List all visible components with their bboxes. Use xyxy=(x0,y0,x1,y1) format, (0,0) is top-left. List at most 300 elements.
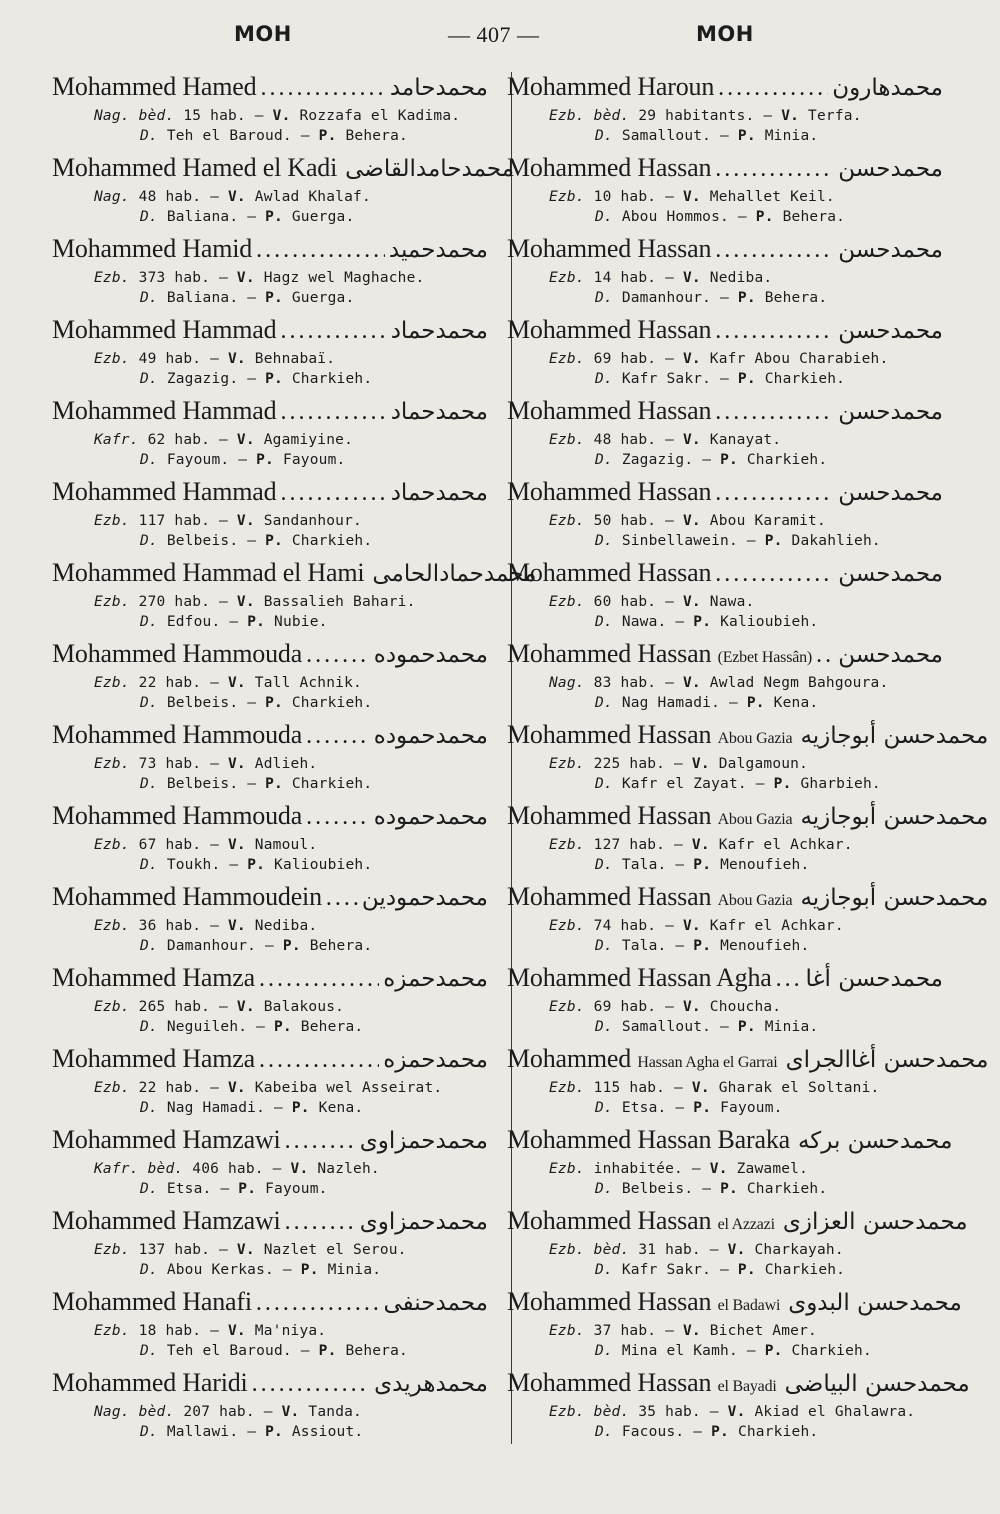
entry-admin-line: D. Teh el Baroud. — P. Behera. xyxy=(140,1343,408,1359)
population: 14 hab. xyxy=(593,270,657,286)
district-label: D. xyxy=(595,695,613,711)
district: Neguileh. xyxy=(166,1019,248,1035)
entry-name-qualifier: (Ezbet Hassân) xyxy=(717,649,813,666)
village-label: V. xyxy=(727,1242,746,1258)
gazetteer-entry xyxy=(507,963,943,1044)
entry-arabic-name: محمدحسن أبوجازيه xyxy=(800,885,989,911)
district-label: D. xyxy=(140,290,158,306)
entry-name-text: Mohammed Hassan xyxy=(507,1206,712,1235)
entry-name xyxy=(52,882,322,912)
province: Minia. xyxy=(764,1019,819,1035)
entry-name-text: Mohammed xyxy=(507,1044,632,1073)
page-number: — 407 — xyxy=(448,22,540,47)
bedouin-mark: bèd. xyxy=(147,1161,184,1177)
entry-arabic-name: محمدحموده xyxy=(373,804,488,830)
gazetteer-entry xyxy=(52,315,488,396)
entry-name-text: Mohammed Hammoudein xyxy=(52,882,322,911)
district-label: D. xyxy=(595,209,613,225)
entry-name-text: Mohammed Hanafi xyxy=(52,1287,252,1316)
district: Mina el Kamh. xyxy=(621,1343,738,1359)
district: Tala. xyxy=(621,938,667,954)
gazetteer-entry xyxy=(52,801,488,882)
entry-arabic-name: محمدحماد xyxy=(390,399,488,425)
entry-detail-line: Nag. bèd. 207 hab. — V. Tanda. xyxy=(94,1404,362,1420)
district-label: D. xyxy=(140,1100,158,1116)
entry-heading xyxy=(52,963,488,997)
entry-admin-line: D. Kafr Sakr. — P. Charkieh. xyxy=(595,371,846,387)
leader-dots xyxy=(285,1209,356,1236)
village-label: V. xyxy=(691,1080,710,1096)
entry-name xyxy=(52,1206,281,1236)
entry-detail-line: Ezb. 270 hab. — V. Bassalieh Bahari. xyxy=(94,594,416,610)
settlement-type: Ezb. xyxy=(94,351,130,367)
district-label: D. xyxy=(140,938,158,954)
running-head-right: MOH xyxy=(696,22,754,46)
entry-name-qualifier: Abou Gazia xyxy=(717,730,793,747)
entry-admin-line: D. Abou Hommos. — P. Behera. xyxy=(595,209,846,225)
entry-heading xyxy=(52,315,488,349)
village: Namoul. xyxy=(254,837,318,853)
entry-arabic-name: محمدحمزه xyxy=(383,966,488,992)
village: Bichet Amer. xyxy=(709,1323,817,1339)
entry-arabic-name: محمدحسن xyxy=(838,561,943,587)
entry-admin-line: D. Nag Hamadi. — P. Kena. xyxy=(595,695,819,711)
entry-name-text: Mohammed Hammouda xyxy=(52,801,303,830)
province-label: P. xyxy=(291,1100,310,1116)
population: 117 hab. xyxy=(138,513,211,529)
entry-heading xyxy=(507,153,943,187)
village: Dalgamoun. xyxy=(718,756,809,772)
settlement-type: Nag. xyxy=(94,108,130,124)
entry-name xyxy=(507,234,711,264)
population: 22 hab. xyxy=(138,1080,202,1096)
entry-admin-line: D. Sinbellawein. — P. Dakahlieh. xyxy=(595,533,881,549)
entry-arabic-name: محمدحميد xyxy=(388,237,488,263)
population: 60 hab. xyxy=(593,594,657,610)
province-label: P. xyxy=(764,533,783,549)
entry-detail-line: Ezb. 48 hab. — V. Kanayat. xyxy=(549,432,782,448)
population: 49 hab. xyxy=(138,351,202,367)
leader-dots xyxy=(252,1371,371,1398)
district: Damanhour. xyxy=(166,938,257,954)
entry-admin-line: D. Etsa. — P. Fayoum. xyxy=(595,1100,783,1116)
entry-name-qualifier: Hassan Agha el Garrai xyxy=(637,1054,778,1071)
village: Nazlet el Serou. xyxy=(263,1242,407,1258)
entry-name-text: Mohammed Hassan xyxy=(507,1287,712,1316)
entry-admin-line: D. Teh el Baroud. — P. Behera. xyxy=(140,128,408,144)
entry-heading xyxy=(507,315,943,349)
district-label: D. xyxy=(595,1424,613,1440)
village-label: V. xyxy=(227,1080,246,1096)
district: Toukh. xyxy=(166,857,221,873)
leader-dots xyxy=(260,75,385,102)
bedouin-mark: bèd. xyxy=(593,1242,630,1258)
entry-arabic-name: محمدحمزاوى xyxy=(359,1209,488,1235)
village: Awlad Negm Bahgoura. xyxy=(709,675,889,691)
settlement-type: Ezb. xyxy=(549,1323,585,1339)
district-label: D. xyxy=(595,371,613,387)
entry-detail-line: Ezb. inhabitée. — V. Zawamel. xyxy=(549,1161,809,1177)
village-label: V. xyxy=(272,108,291,124)
leader-dots xyxy=(715,561,834,588)
population: 67 hab. xyxy=(138,837,202,853)
leader-dots xyxy=(259,966,379,993)
entry-heading xyxy=(507,801,989,835)
entry-detail-line: Ezb. 37 hab. — V. Bichet Amer. xyxy=(549,1323,817,1339)
right-column xyxy=(507,72,989,1449)
entry-name xyxy=(507,558,711,588)
leader-dots xyxy=(715,156,834,183)
entry-detail-line: Ezb. 74 hab. — V. Kafr el Achkar. xyxy=(549,918,844,934)
entry-detail-line: Nag. 83 hab. — V. Awlad Negm Bahgoura. xyxy=(549,675,889,691)
entry-arabic-name: محمدحسن أغاالجراى xyxy=(785,1047,989,1073)
settlement-type: Ezb. xyxy=(94,513,130,529)
district: Nag Hamadi. xyxy=(166,1100,266,1116)
village: Rozzafa el Kadima. xyxy=(299,108,461,124)
entry-heading xyxy=(507,720,989,754)
village: Kafr el Achkar. xyxy=(718,837,853,853)
population: 265 hab. xyxy=(138,999,211,1015)
entry-heading xyxy=(507,963,943,997)
entry-name-text: Mohammed Hassan xyxy=(507,315,712,344)
entry-admin-line: D. Facous. — P. Charkieh. xyxy=(595,1424,819,1440)
entry-detail-line: Ezb. bèd. 35 hab. — V. Akiad el Ghalawra. xyxy=(549,1404,916,1420)
entry-name-text: Mohammed Hassan xyxy=(507,1368,712,1397)
province: Charkieh. xyxy=(291,533,373,549)
bedouin-mark: bèd. xyxy=(138,108,175,124)
gazetteer-entry xyxy=(507,720,989,801)
province: Behera. xyxy=(764,290,828,306)
settlement-type: Ezb. xyxy=(549,270,585,286)
district-label: D. xyxy=(595,1343,613,1359)
entry-name-text: Mohammed Haroun xyxy=(507,72,715,101)
entry-name-text: Mohammed Hassan Baraka xyxy=(507,1125,790,1154)
province: Menoufieh. xyxy=(720,857,810,873)
entry-name xyxy=(52,1125,281,1155)
province-label: P. xyxy=(256,452,274,468)
province: Behera. xyxy=(782,209,846,225)
population: 50 hab. xyxy=(593,513,657,529)
left-column xyxy=(52,72,537,1449)
entry-heading xyxy=(507,1287,962,1321)
entry-detail-line: Ezb. 115 hab. — V. Gharak el Soltani. xyxy=(549,1080,880,1096)
district: Belbeis. xyxy=(166,533,239,549)
gazetteer-entry xyxy=(52,234,488,315)
village-label: V. xyxy=(682,594,701,610)
district: Belbeis. xyxy=(621,1181,694,1197)
population: inhabitée. xyxy=(593,1161,683,1177)
village-label: V. xyxy=(727,1404,746,1420)
province: Kalioubieh. xyxy=(720,614,819,630)
entry-name xyxy=(507,1287,780,1317)
leader-dots xyxy=(326,885,358,912)
village-label: V. xyxy=(682,999,701,1015)
entry-name xyxy=(52,558,364,588)
entry-heading xyxy=(52,639,488,673)
village-label: V. xyxy=(236,999,255,1015)
village: Charkayah. xyxy=(754,1242,844,1258)
district: Etsa. xyxy=(166,1181,212,1197)
village-label: V. xyxy=(682,918,701,934)
population: 35 hab. xyxy=(638,1404,701,1420)
gazetteer-entry xyxy=(52,1287,488,1368)
province: Charkieh. xyxy=(746,1181,828,1197)
village: Nediba. xyxy=(709,270,773,286)
entry-name xyxy=(52,1044,255,1074)
entry-name-qualifier: el Azzazi xyxy=(717,1216,775,1233)
province-label: P. xyxy=(746,695,765,711)
population: 74 hab. xyxy=(593,918,657,934)
leader-dots xyxy=(280,480,386,507)
entry-heading xyxy=(52,396,488,430)
gazetteer-entry xyxy=(52,558,537,639)
entry-admin-line: D. Samallout. — P. Minia. xyxy=(595,1019,819,1035)
province-label: P. xyxy=(693,1100,712,1116)
entry-detail-line: Nag. bèd. 15 hab. — V. Rozzafa el Kadima. xyxy=(94,108,461,124)
entry-heading xyxy=(507,234,943,268)
entry-name xyxy=(52,315,276,345)
province-label: P. xyxy=(711,1424,729,1440)
entry-arabic-name: محمدحمزه xyxy=(383,1047,488,1073)
entry-name xyxy=(507,72,714,102)
gazetteer-entry xyxy=(507,315,943,396)
entry-arabic-name: محمدهارون xyxy=(832,75,943,101)
entry-name xyxy=(52,234,252,264)
entry-arabic-name: محمدحامدالقاضى xyxy=(345,156,515,182)
entry-name-qualifier: el Bayadi xyxy=(717,1378,777,1395)
entry-name-text: Mohammed Hamid xyxy=(52,234,253,263)
district-label: D. xyxy=(595,1262,613,1278)
province: Kena. xyxy=(318,1100,364,1116)
population: 31 hab. xyxy=(638,1242,701,1258)
settlement-type: Ezb. xyxy=(549,918,585,934)
province-label: P. xyxy=(273,1019,292,1035)
entry-heading xyxy=(52,801,488,835)
leader-dots xyxy=(776,966,802,993)
district-label: D. xyxy=(140,1262,158,1278)
entry-heading xyxy=(507,558,943,592)
district: Samallout. xyxy=(621,1019,712,1035)
entry-arabic-name: محمدحسن xyxy=(838,399,943,425)
village: Akiad el Ghalawra. xyxy=(754,1404,916,1420)
entry-detail-line: Ezb. 373 hab. — V. Hagz wel Maghache. xyxy=(94,270,425,286)
district: Belbeis. xyxy=(166,695,239,711)
village: Kafr el Achkar. xyxy=(709,918,844,934)
running-head-left: MOH xyxy=(234,22,292,46)
district-label: D. xyxy=(140,1343,158,1359)
gazetteer-entry xyxy=(507,72,943,153)
village-label: V. xyxy=(227,756,246,772)
district-label: D. xyxy=(140,695,158,711)
entry-arabic-name: محمدحسن البياضى xyxy=(784,1371,970,1397)
district: Mallawi. xyxy=(166,1424,239,1440)
district: Damanhour. xyxy=(621,290,712,306)
village-label: V. xyxy=(682,351,701,367)
entry-heading xyxy=(52,153,515,187)
settlement-type: Ezb. xyxy=(549,1242,585,1258)
entry-name xyxy=(52,153,337,183)
population: 83 hab. xyxy=(593,675,657,691)
leader-dots xyxy=(715,318,834,345)
district-label: D. xyxy=(140,452,158,468)
leader-dots xyxy=(715,237,834,264)
population: 115 hab. xyxy=(593,1080,666,1096)
population: 15 hab. xyxy=(183,108,246,124)
entry-arabic-name: محمدحسن العزازى xyxy=(782,1209,968,1235)
population: 69 hab. xyxy=(593,351,657,367)
entry-arabic-name: محمدحسن أبوجازيه xyxy=(800,804,989,830)
gazetteer-entry xyxy=(52,639,488,720)
entry-name-text: Mohammed Hamza xyxy=(52,1044,255,1073)
settlement-type: Ezb. xyxy=(549,189,585,205)
entry-name-text: Mohammed Hassan xyxy=(507,396,712,425)
village-label: V. xyxy=(227,918,246,934)
entry-heading xyxy=(507,1044,989,1078)
entry-name xyxy=(507,639,812,669)
entry-detail-line: Ezb. 60 hab. — V. Nawa. xyxy=(549,594,755,610)
village: Kabeiba wel Asseirat. xyxy=(254,1080,443,1096)
village-label: V. xyxy=(691,837,710,853)
population: 69 hab. xyxy=(593,999,657,1015)
entry-name-text: Mohammed Hassan xyxy=(507,720,712,749)
entry-arabic-name: محمدحسن xyxy=(838,480,943,506)
entry-arabic-name: محمدحسن xyxy=(838,156,943,182)
district-label: D. xyxy=(140,776,158,792)
entry-arabic-name: محمدحماد xyxy=(390,480,488,506)
leader-dots xyxy=(285,1128,356,1155)
province-label: P. xyxy=(238,1181,257,1197)
village-label: V. xyxy=(236,432,255,448)
settlement-type: Ezb. xyxy=(94,675,130,691)
village: Ma'niya. xyxy=(254,1323,327,1339)
gazetteer-entry xyxy=(507,234,943,315)
district: Zagazig. xyxy=(621,452,694,468)
province: Charkieh. xyxy=(737,1424,819,1440)
entry-name-text: Mohammed Hamed xyxy=(52,72,257,101)
settlement-type: Ezb. xyxy=(549,1080,585,1096)
province-label: P. xyxy=(247,614,266,630)
settlement-type: Ezb. xyxy=(94,1242,130,1258)
entry-heading xyxy=(507,72,943,106)
settlement-type: Nag. xyxy=(549,675,585,691)
district: Baliana. xyxy=(166,290,239,306)
entry-name xyxy=(52,639,302,669)
province-label: P. xyxy=(282,938,301,954)
district: Kafr el Zayat. xyxy=(621,776,747,792)
page-header xyxy=(0,22,1000,62)
village-label: V. xyxy=(236,1242,255,1258)
entry-name xyxy=(52,801,302,831)
gazetteer-entry xyxy=(52,153,515,234)
entry-name xyxy=(52,477,276,507)
entry-name xyxy=(507,801,792,831)
province-label: P. xyxy=(265,209,283,225)
entry-arabic-name: محمدحماد xyxy=(390,318,488,344)
entry-admin-line: D. Fayoum. — P. Fayoum. xyxy=(140,452,346,468)
settlement-type: Ezb. xyxy=(94,837,130,853)
settlement-type: Ezb. xyxy=(549,432,585,448)
district: Nag Hamadi. xyxy=(621,695,721,711)
gazetteer-entry xyxy=(507,1368,970,1449)
village-label: V. xyxy=(236,594,255,610)
bedouin-mark: bèd. xyxy=(593,1404,630,1420)
population: 37 hab. xyxy=(593,1323,657,1339)
entry-name-text: Mohammed Hamzawi xyxy=(52,1206,281,1235)
province: Charkieh. xyxy=(291,776,373,792)
province-label: P. xyxy=(737,1019,756,1035)
entry-name-text: Mohammed Hassan xyxy=(507,477,712,506)
entry-name xyxy=(507,882,792,912)
entry-name-text: Mohammed Hassan xyxy=(507,558,712,587)
entry-admin-line: D. Baliana. — P. Guerga. xyxy=(140,290,355,306)
village-label: V. xyxy=(682,189,701,205)
province: Nubie. xyxy=(274,614,328,630)
province: Menoufieh. xyxy=(720,938,810,954)
district-label: D. xyxy=(140,371,158,387)
province: Behera. xyxy=(309,938,373,954)
entry-admin-line: D. Zagazig. — P. Charkieh. xyxy=(595,452,828,468)
village: Nazleh. xyxy=(317,1161,380,1177)
village: Nediba. xyxy=(254,918,318,934)
village-label: V. xyxy=(682,513,701,529)
village: Behnabaï. xyxy=(254,351,336,367)
village-label: V. xyxy=(682,270,701,286)
entry-admin-line: D. Tala. — P. Menoufieh. xyxy=(595,938,810,954)
settlement-type: Ezb. xyxy=(549,756,585,772)
province: Charkieh. xyxy=(291,371,373,387)
village: Tanda. xyxy=(308,1404,362,1420)
gazetteer-entry xyxy=(507,477,943,558)
leader-dots xyxy=(715,399,834,426)
gazetteer-entry xyxy=(507,1044,989,1125)
province: Fayoum. xyxy=(720,1100,783,1116)
leader-dots xyxy=(715,480,834,507)
entry-heading xyxy=(507,639,943,673)
population: 22 hab. xyxy=(138,675,202,691)
province: Fayoum. xyxy=(265,1181,328,1197)
entry-admin-line: D. Kafr Sakr. — P. Charkieh. xyxy=(595,1262,846,1278)
gazetteer-entry xyxy=(52,1125,488,1206)
population: 18 hab. xyxy=(138,1323,202,1339)
gazetteer-entry xyxy=(507,1287,962,1368)
province: Kena. xyxy=(773,695,819,711)
district: Teh el Baroud. xyxy=(166,1343,292,1359)
province-label: P. xyxy=(265,290,283,306)
entry-admin-line: D. Tala. — P. Menoufieh. xyxy=(595,857,810,873)
province-label: P. xyxy=(773,776,792,792)
entry-arabic-name: محمدحسن أبوجازيه xyxy=(800,723,989,749)
village-label: V. xyxy=(691,756,710,772)
bedouin-mark: bèd. xyxy=(593,108,630,124)
village-label: V. xyxy=(682,1323,701,1339)
entry-heading xyxy=(52,234,488,268)
entry-name-qualifier: el Badawi xyxy=(717,1297,781,1314)
district: Kafr Sakr. xyxy=(621,371,712,387)
entry-detail-line: Ezb. 18 hab. — V. Ma'niya. xyxy=(94,1323,327,1339)
entry-name-text: Mohammed Hamzawi xyxy=(52,1125,281,1154)
population: 73 hab. xyxy=(138,756,202,772)
province-label: P. xyxy=(764,1343,783,1359)
village: Nawa. xyxy=(709,594,755,610)
leader-dots xyxy=(306,642,370,669)
gazetteer-entry xyxy=(52,396,488,477)
settlement-type: Ezb. xyxy=(94,1323,130,1339)
entry-detail-line: Ezb. 117 hab. — V. Sandanhour. xyxy=(94,513,362,529)
entry-arabic-name: محمدحسن xyxy=(838,237,943,263)
entry-heading xyxy=(52,1368,488,1402)
district-label: D. xyxy=(140,1019,158,1035)
entry-name xyxy=(507,1206,775,1236)
